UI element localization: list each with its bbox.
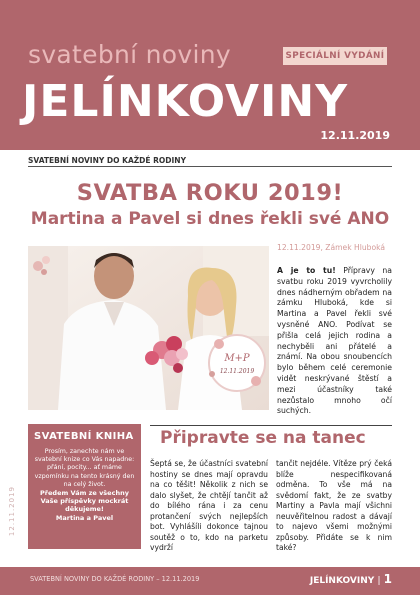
masthead-kicker: svatební noviny (28, 40, 231, 69)
dance-section-rule (150, 425, 392, 426)
lead-article (277, 266, 392, 417)
tagline-rule (28, 166, 392, 167)
tagline: SVATEBNÍ NOVINY DO KAŽDÉ RODINY (28, 156, 187, 165)
masthead (0, 0, 420, 150)
lead-article-opener: A je to tu! (277, 266, 336, 275)
guestbook-title: SVATEBNÍ KNIHA (34, 431, 134, 442)
guestbook-text: Prosím, zanechte nám ve svatební knize co Vás napadne: přání, pocity... ať máme vzpomínku na tento krásný den na celý život. (34, 448, 135, 488)
page-number: 1 (383, 572, 392, 586)
footer-page-info (310, 572, 392, 586)
guestbook-signature: Martina a Pavel (55, 513, 114, 522)
wedding-photo (28, 246, 269, 410)
main-headline: SVATBA ROKU 2019! (76, 180, 344, 206)
main-subhead: Martina a Pavel si dnes řekli své ANO (30, 209, 390, 229)
dance-article-column-1: Šeptá se, že účastníci svatební hostiny se dnes mají opravdu na co těšit! Několik z nich se dalo slyšet, že chtějí tančit až do bílého rána i za cenu protančení svých nejlepších bot. Vyhlášíli dokonce tajnou soutěž o to, kdo na parketu vydrží (150, 459, 268, 552)
badge-initials: M+P (224, 353, 250, 364)
footer-paper-name: JELÍNKOVINY (309, 576, 375, 586)
side-date-watermark: 12.11.2019 (8, 486, 16, 537)
special-edition-badge: SPECIÁLNÍ VYDÁNÍ (283, 47, 387, 65)
guestbook-thanks: Předem Vám ze všechny Vaše příspěvky mockrát děkujeme! (40, 489, 129, 514)
lead-article-body: Přípravy na svatbu roku 2019 vyvrcholily dnes nádherným obřadem na zámku Hluboká, kde si Martina a Pavel řekli své vysněné ANO. Podívat se přišla celá jejich rodina a nechyběli ani přátelé a známí. Na obou snoubencích bylo během celé ceremonie vidět neskrývané štěstí a mezi účastníky také nezůstalo mnoho očí suchých. (277, 266, 392, 416)
page-footer (0, 567, 420, 595)
guestbook-box (28, 424, 141, 549)
footer-tagline: SVATEBNÍ NOVINY DO KAŽDÉ RODINY – 12.11.2019 (30, 575, 200, 583)
dance-article-title: Připravte se na tanec (160, 428, 366, 448)
article-location-date: 12.11.2019, Zámek Hluboká (277, 243, 386, 252)
dance-article-column-2: tančit nejdéle. Vítěze prý čeká blíže nespecifikovaná odměna. To vše má na svědomí fakt, že ze svatby Martiny a Pavla mají všichni neuvěřitelnou radost a dávají to najevo všemi možnými způsoby. Přidáte se k nim také? (276, 459, 392, 552)
footer-separator: | (377, 576, 381, 586)
badge-date: 12.11.2019 (219, 368, 255, 375)
newspaper-title: JELÍNKOVINY (22, 76, 349, 127)
issue-date: 12.11.2019 (320, 129, 390, 142)
